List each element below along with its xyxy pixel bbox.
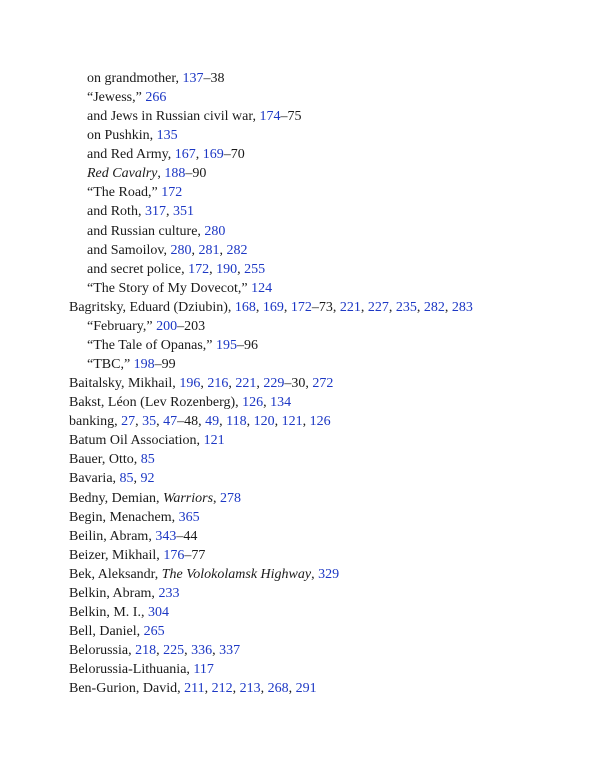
page-link[interactable]: 168 (234, 299, 256, 315)
index-entry (69, 450, 589, 469)
entry-text: , (256, 376, 264, 392)
page-link[interactable]: 35 (142, 414, 157, 430)
entry-text: , (260, 681, 268, 697)
page-link[interactable]: 280 (204, 223, 226, 239)
index-entry (69, 374, 589, 393)
entry-text: , (191, 242, 199, 258)
index-entry (69, 508, 589, 527)
entry-text: , (255, 299, 263, 315)
entry-text: , (274, 414, 282, 430)
index-subentry (87, 126, 600, 145)
index-subentry (87, 279, 600, 298)
entry-text: Batum Oil Association, (69, 433, 204, 449)
entry-text: –77 (184, 547, 206, 563)
page-link[interactable]: 233 (158, 585, 180, 601)
index-entry (69, 412, 589, 431)
entry-text: and Roth, (87, 204, 145, 220)
index-subentry (87, 355, 600, 374)
entry-text: Belorussia, (69, 643, 136, 659)
index-entry (69, 527, 589, 546)
entry-text: , (200, 376, 208, 392)
page-link[interactable]: 121 (281, 414, 303, 430)
page-link[interactable]: 281 (198, 242, 220, 258)
index-subentry (87, 88, 600, 107)
page-link[interactable]: 280 (170, 242, 192, 258)
index-subentry (87, 317, 600, 336)
page-link[interactable]: 85 (140, 452, 155, 468)
page-link[interactable]: 126 (309, 414, 331, 430)
page-link[interactable]: 216 (207, 376, 229, 392)
entry-text: and Russian culture, (87, 223, 205, 239)
page-link[interactable]: 218 (135, 643, 157, 659)
page-link[interactable]: 266 (145, 90, 167, 106)
entry-text: Bek, Aleksandr, (69, 566, 162, 582)
index-entry (69, 431, 589, 450)
page-link[interactable]: 291 (295, 681, 317, 697)
work-title: The Volokolamsk Highway (161, 566, 312, 582)
page-link[interactable]: 329 (318, 566, 340, 582)
page-link[interactable]: 167 (174, 147, 196, 163)
page-link[interactable]: 235 (395, 299, 417, 315)
entry-text: Begin, Menachem, (69, 509, 179, 525)
index-subentry (87, 336, 600, 355)
page-link[interactable]: 176 (163, 547, 185, 563)
index-entry (69, 622, 589, 641)
entry-text: “Jewess,” (87, 90, 146, 106)
index-entry (69, 679, 589, 698)
entry-text: –96 (236, 337, 258, 353)
page-link[interactable]: 169 (202, 147, 224, 163)
entry-text: , (156, 414, 164, 430)
entry-text: Belorussia-Lithuania, (69, 662, 194, 678)
page-link[interactable]: 172 (188, 261, 210, 277)
page-link[interactable]: 365 (178, 509, 200, 525)
entry-text: , (246, 414, 254, 430)
index-subentry (87, 222, 600, 241)
entry-text: , (135, 414, 143, 430)
index-subentry (87, 145, 600, 164)
page-link[interactable]: 198 (133, 357, 155, 373)
entry-text: Bakst, Léon (Lev Rozenberg), (69, 395, 243, 411)
page-link[interactable]: 134 (270, 395, 292, 411)
entry-text: Belkin, M. I., (69, 604, 148, 620)
page-link[interactable]: 336 (191, 643, 213, 659)
index-subentry (87, 202, 600, 221)
entry-text: –75 (280, 109, 302, 125)
page-link[interactable]: 317 (144, 204, 166, 220)
page-link[interactable]: 221 (235, 376, 257, 392)
page-link[interactable]: 255 (244, 261, 266, 277)
page-link[interactable]: 282 (423, 299, 445, 315)
page-link[interactable]: 221 (339, 299, 361, 315)
index-subentry (87, 260, 600, 279)
entry-text: , (157, 166, 165, 182)
page-link[interactable]: 278 (220, 490, 242, 506)
entry-text: Ben-Gurion, David, (69, 681, 185, 697)
page-link[interactable]: 195 (215, 337, 237, 353)
entry-text: –203 (177, 318, 206, 334)
page-link[interactable]: 196 (179, 376, 201, 392)
entry-text: –70 (223, 147, 245, 163)
entry-text: , (219, 414, 227, 430)
index-subentry (87, 241, 600, 260)
page-link[interactable]: 268 (267, 681, 289, 697)
page-link[interactable]: 282 (226, 242, 248, 258)
entry-text: “The Story of My Dovecot,” (87, 280, 252, 296)
entry-text: –90 (185, 166, 207, 182)
page-link[interactable]: 172 (161, 185, 183, 201)
entry-text: , (283, 299, 291, 315)
page-link[interactable]: 49 (205, 414, 220, 430)
entry-text: –30, (284, 376, 313, 392)
page-link[interactable]: 126 (242, 395, 264, 411)
entry-text: , (204, 681, 212, 697)
entry-text: –99 (154, 357, 176, 373)
entry-text: –73, (311, 299, 340, 315)
work-title: Warriors (162, 490, 214, 506)
entry-text: –48, (177, 414, 206, 430)
entry-text: Bagritsky, Eduard (Dziubin), (69, 299, 235, 315)
entry-text: and Jews in Russian civil war, (87, 109, 260, 125)
index-entry (69, 298, 589, 317)
index-entry (69, 641, 589, 660)
page-link[interactable]: 135 (156, 128, 178, 144)
entry-text: , (416, 299, 424, 315)
entry-text: –38 (203, 71, 225, 86)
entry-text: and secret police, (87, 261, 189, 277)
page-link[interactable]: 118 (226, 414, 247, 430)
page-link[interactable]: 225 (163, 643, 185, 659)
page-link[interactable]: 272 (312, 376, 334, 392)
entry-text: , (360, 299, 368, 315)
page-link[interactable]: 229 (263, 376, 285, 392)
index-entry (69, 565, 589, 584)
entry-text: , (232, 681, 240, 697)
entry-text: Bavaria, (69, 471, 120, 487)
entry-text: , (156, 643, 164, 659)
index-entry (69, 546, 589, 565)
entry-text: “TBC,” (87, 357, 134, 373)
entry-text: , (209, 261, 217, 277)
entry-text: and Red Army, (87, 147, 175, 163)
page-link[interactable]: 169 (262, 299, 284, 315)
work-title: Red Cavalry (87, 166, 158, 182)
page-link[interactable]: 121 (203, 433, 225, 449)
page-link[interactable]: 188 (164, 166, 186, 182)
page-link[interactable]: 120 (253, 414, 275, 430)
entry-text: , (237, 261, 245, 277)
entry-text: Bedny, Demian, (69, 490, 163, 506)
entry-text: Bauer, Otto, (69, 452, 141, 468)
entry-text: , (219, 242, 227, 258)
entry-text: Beizer, Mikhail, (69, 547, 164, 563)
page-link[interactable]: 211 (184, 681, 205, 697)
index-entry (69, 489, 589, 508)
entry-text: , (444, 299, 452, 315)
index-subentry (87, 164, 600, 183)
page-link[interactable]: 304 (147, 604, 169, 620)
entry-text: , (263, 395, 271, 411)
page-link[interactable]: 283 (451, 299, 473, 315)
page-link[interactable]: 343 (155, 528, 177, 544)
page-link[interactable]: 212 (211, 681, 233, 697)
entry-text: , (165, 204, 173, 220)
page-link[interactable]: 47 (163, 414, 178, 430)
page-link[interactable]: 92 (140, 471, 155, 487)
index-subentry (87, 183, 600, 202)
entry-text: Belkin, Abram, (69, 585, 159, 601)
entry-text: , (288, 681, 296, 697)
entry-text: “February,” (87, 318, 157, 334)
entry-text: , (302, 414, 310, 430)
page-link[interactable]: 27 (121, 414, 136, 430)
index-entry (69, 393, 589, 412)
entry-text: and Samoilov, (87, 242, 171, 258)
index-entry (69, 584, 589, 603)
index-subentry (87, 69, 600, 88)
entry-text: on Pushkin, (87, 128, 157, 144)
entry-text: , (311, 566, 319, 582)
page-link[interactable]: 117 (193, 662, 214, 678)
page-link[interactable]: 190 (216, 261, 238, 277)
entry-text: , (133, 471, 141, 487)
entry-text: on grandmother, (87, 71, 183, 86)
entry-text: , (388, 299, 396, 315)
page-link[interactable]: 227 (367, 299, 389, 315)
entry-text: , (212, 643, 220, 659)
index-subentry (87, 107, 600, 126)
page-link[interactable]: 172 (290, 299, 312, 315)
entry-text: –44 (176, 528, 198, 544)
page-link[interactable]: 85 (119, 471, 134, 487)
page-link[interactable]: 174 (259, 109, 281, 125)
entry-text: Baitalsky, Mikhail, (69, 376, 180, 392)
entry-text: Bell, Daniel, (69, 624, 144, 640)
entry-text: , (184, 643, 192, 659)
page-link[interactable]: 351 (172, 204, 194, 220)
entry-text: Beilin, Abram, (69, 528, 156, 544)
page-link[interactable]: 124 (251, 280, 273, 296)
entry-text: “The Road,” (87, 185, 162, 201)
entry-text: , (195, 147, 203, 163)
entry-text: , (213, 490, 221, 506)
page-link[interactable]: 137 (182, 71, 204, 86)
page-link[interactable]: 200 (156, 318, 178, 334)
page-link[interactable]: 337 (219, 643, 241, 659)
entry-text: , (228, 376, 236, 392)
page-link[interactable]: 265 (143, 624, 165, 640)
index-entry (69, 469, 589, 488)
page-link[interactable]: 213 (239, 681, 261, 697)
index-entry (69, 660, 589, 679)
index-entry (69, 603, 589, 622)
entry-text: “The Tale of Opanas,” (87, 337, 216, 353)
entry-text: banking, (69, 414, 122, 430)
